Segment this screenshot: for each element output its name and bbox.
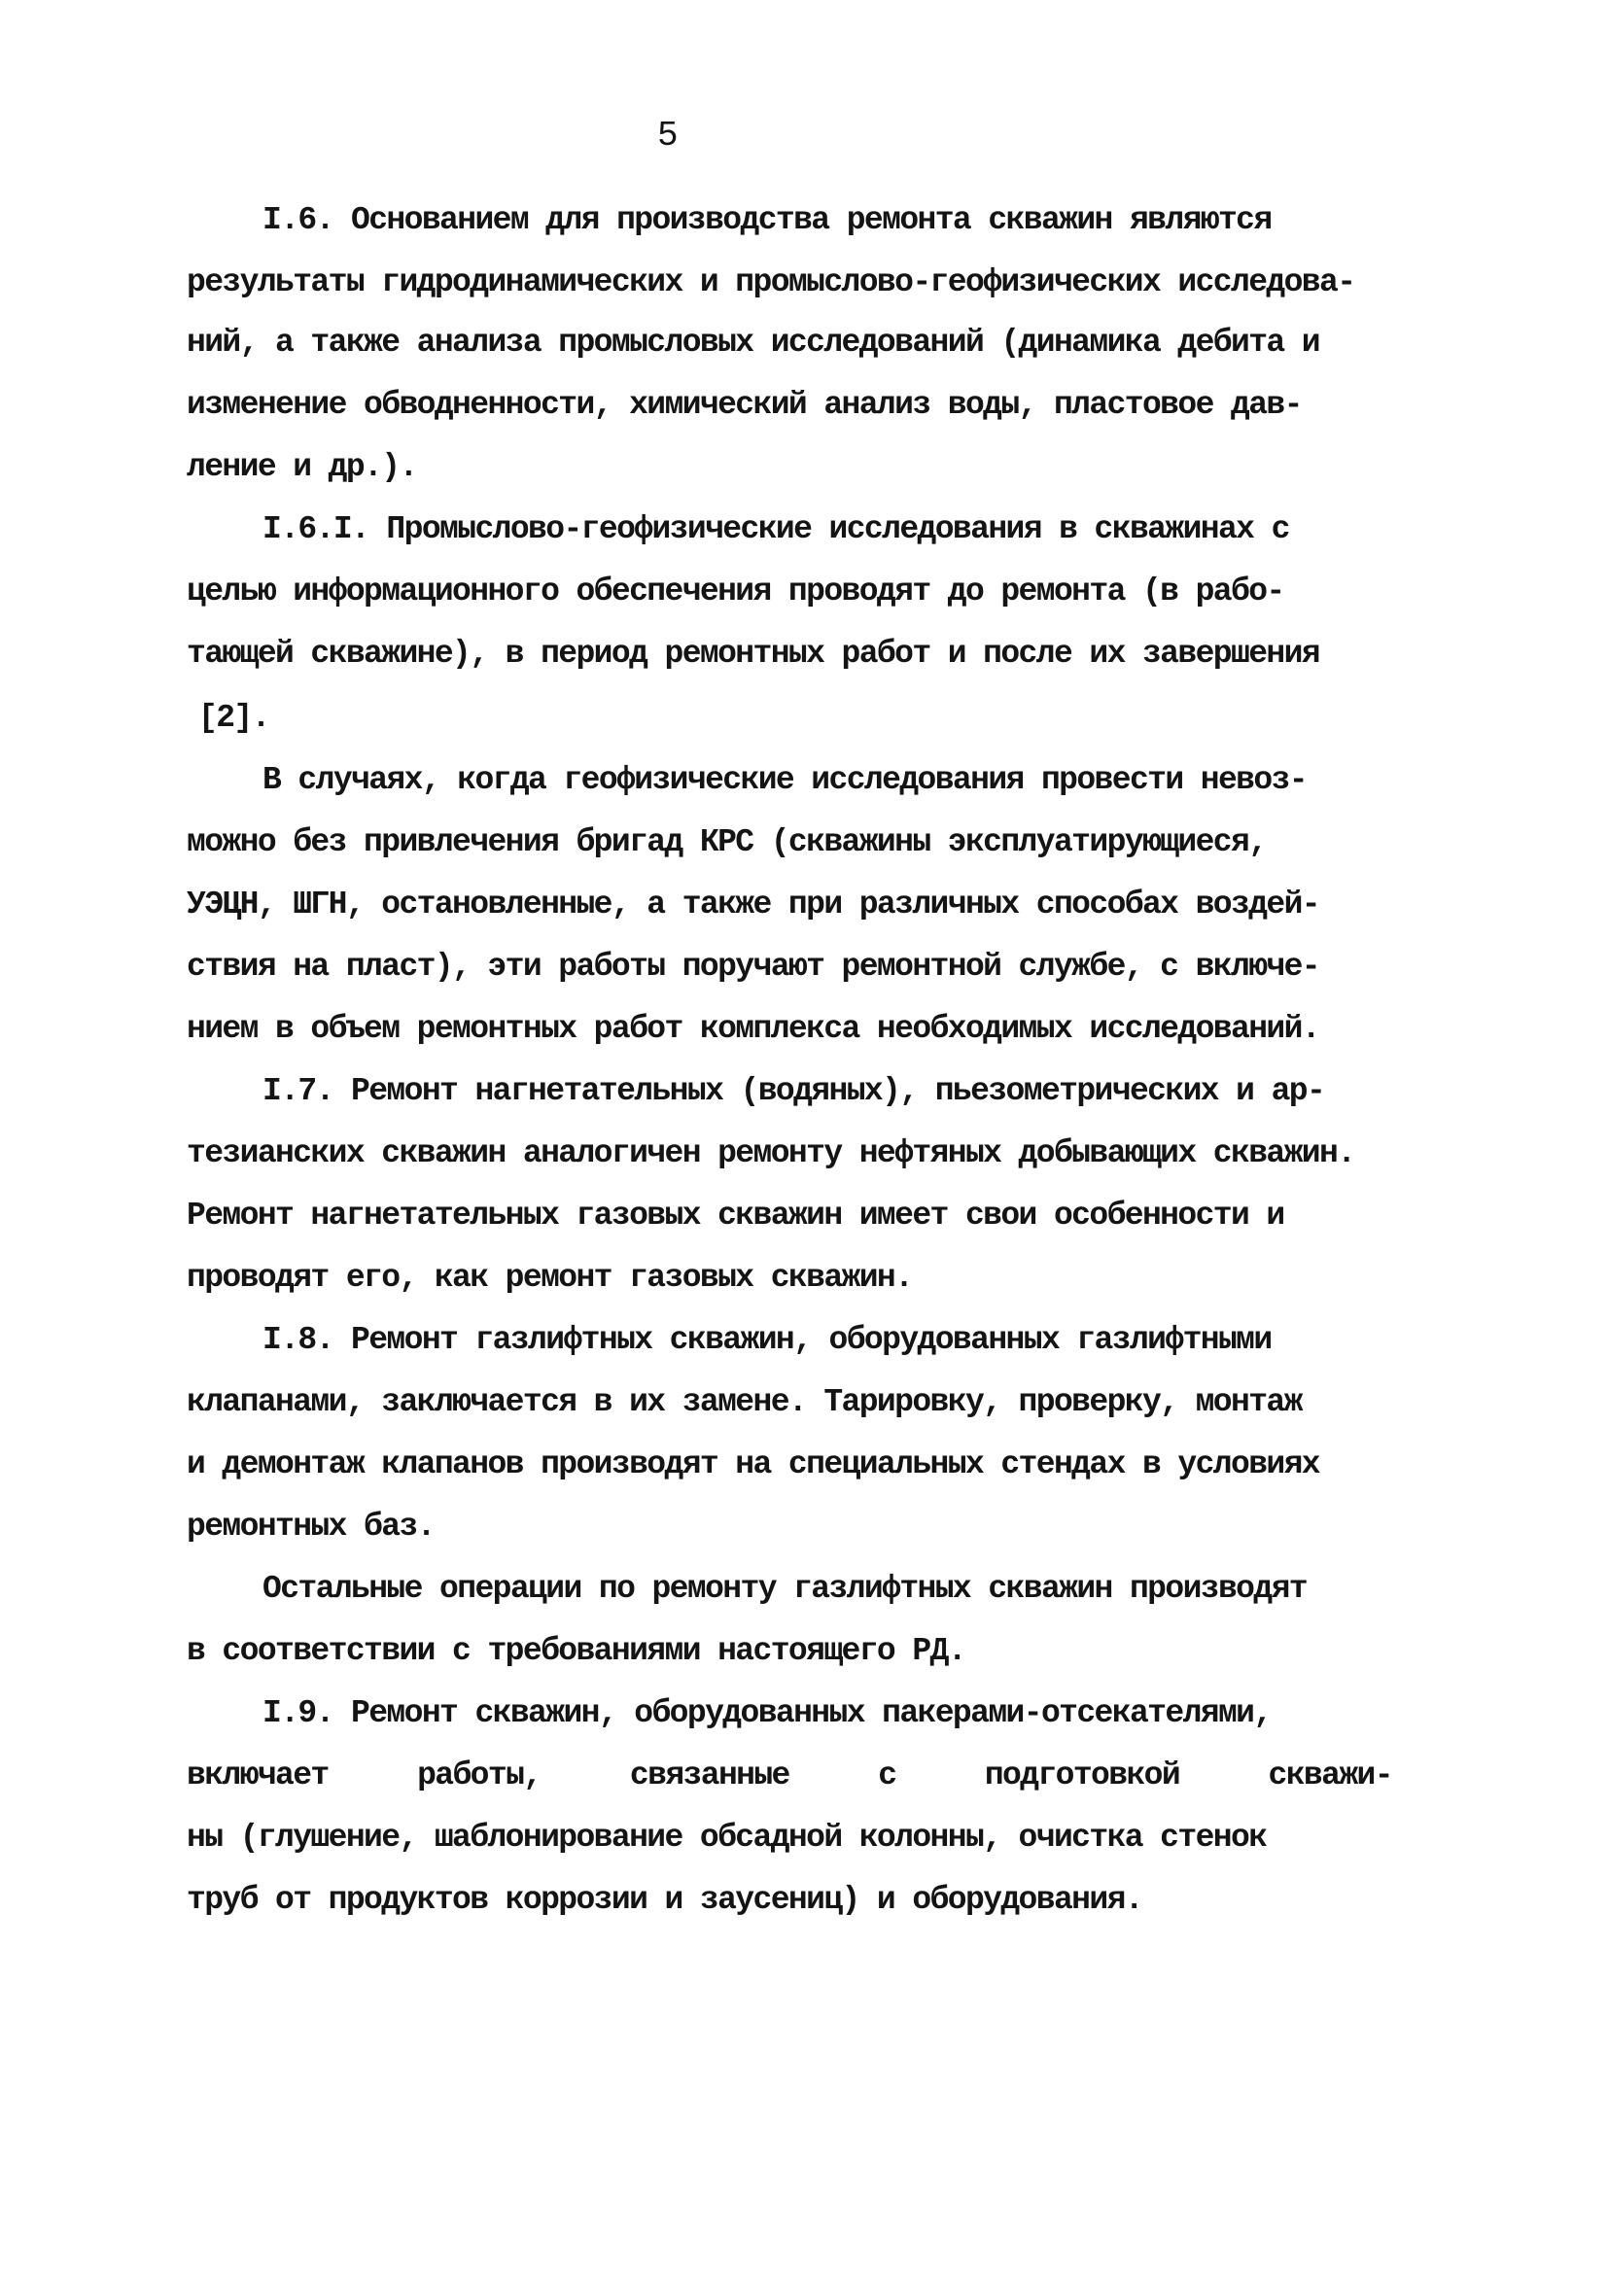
text-line: Остальные операции по ремонту газлифтных скважин производят [262,1571,1307,1607]
text-line: [2]. [198,700,269,736]
text-line: можно без привлечения бригад КРС (скважины эксплуатирующиеся, [187,824,1267,860]
text-line: нием в объем ремонтных работ комплекса необходимых исследований. [187,1011,1320,1047]
text-line: Ремонт нагнетательных газовых скважин имеет свои особенности и [187,1198,1284,1234]
justified-word: скважи- [1268,1757,1392,1793]
text-line: в соответствии с требованиями настоящего РД. [187,1633,965,1669]
justified-word: с [878,1757,896,1793]
page-number: 5 [657,116,679,156]
text-line: УЭЦН, ШГН, остановленные, а также при различных способах воздей- [187,887,1320,922]
text-line: I.6. Основанием для производства ремонта скважин являются [262,202,1272,238]
text-line: клапанами, заключается в их замене. Тарировку, проверку, монтаж [187,1384,1302,1420]
justified-text-line [187,1755,1392,1797]
text-line: тающей скважине), в период ремонтных работ и после их завершения [187,636,1320,672]
text-line: I.9. Ремонт скважин, оборудованных пакерами-отсекателями, [262,1695,1272,1731]
justified-word: работы, [417,1757,542,1793]
text-line: ствия на пласт), эти работы поручают ремонтной службе, с включе- [187,949,1320,985]
text-line: I.6.I. Промыслово-геофизические исследования в скважинах с [262,511,1289,547]
text-line: и демонтаж клапанов производят на специальных стендах в условиях [187,1446,1320,1482]
text-line: ремонтных баз. [187,1509,435,1545]
justified-word: связанные [629,1757,789,1793]
text-line: результаты гидродинамических и промыслово-геофизических исследова- [187,264,1355,300]
text-line: ны (глушение, шаблонирование обсадной колонны, очистка стенок [187,1820,1267,1856]
text-line: В случаях, когда геофизические исследования провести невоз- [262,762,1307,798]
text-line: целью информационного обеспечения проводят до ремонта (в рабо- [187,574,1284,609]
text-line: ление и др.). [187,449,417,485]
text-line: труб от продуктов коррозии и заусениц) и оборудования. [187,1882,1142,1918]
text-line: тезианских скважин аналогичен ремонту нефтяных добывающих скважин. [187,1135,1355,1171]
text-line: I.7. Ремонт нагнетательных (водяных), пьезометрических и ар- [262,1073,1325,1109]
justified-word: включает [187,1757,329,1793]
text-line: проводят его, как ремонт газовых скважин. [187,1260,913,1296]
text-line: ний, а также анализа промысловых исследований (динамика дебита и [187,325,1320,361]
justified-word: подготовкой [984,1757,1180,1793]
text-line: I.8. Ремонт газлифтных скважин, оборудованных газлифтными [262,1322,1272,1358]
text-line: изменение обводненности, химический анализ воды, пластовое дав- [187,387,1302,423]
